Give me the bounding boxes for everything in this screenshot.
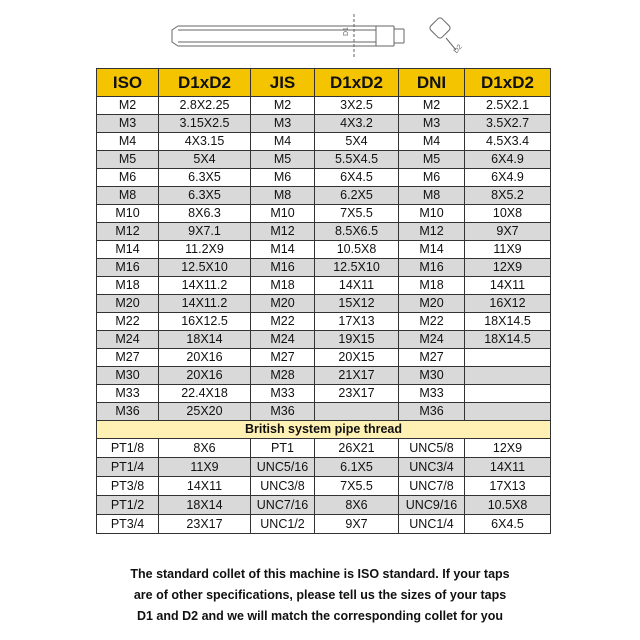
table-cell: M33 [97,385,159,403]
table-cell: 18X14.5 [465,331,551,349]
table-cell: M14 [399,241,465,259]
table-cell: M8 [97,187,159,205]
table-cell: 3X2.5 [315,97,399,115]
table-cell: M12 [399,223,465,241]
note-line: are of other specifications, please tell us the sizes of your taps [133,588,507,602]
table-row [97,367,551,385]
table-cell: UNC1/2 [251,515,315,534]
header-dni: DNI [399,69,465,97]
pipe-rows [97,439,551,534]
table-cell: M12 [97,223,159,241]
table-cell: M18 [251,277,315,295]
table-cell: M16 [399,259,465,277]
tap-diagram [0,0,640,62]
table-cell: PT3/8 [97,477,159,496]
table-cell: M30 [399,367,465,385]
table-cell: M6 [251,169,315,187]
table-row [97,133,551,151]
table-cell: 20X15 [315,349,399,367]
table-cell: M20 [97,295,159,313]
table-cell: 4X3.15 [159,133,251,151]
table-cell: 14X11.2 [159,277,251,295]
table-cell: M16 [97,259,159,277]
table-cell: M3 [399,115,465,133]
table-row [97,97,551,115]
table-cell: 14X11 [465,277,551,295]
table-cell: M3 [97,115,159,133]
table-cell: UNC3/4 [399,458,465,477]
table-cell: M27 [399,349,465,367]
table-cell: 8X6 [159,439,251,458]
table-cell: 12.5X10 [159,259,251,277]
tap-shank-drawing [172,14,404,58]
table-row [97,496,551,515]
table-row [97,439,551,458]
table-cell: 25X20 [159,403,251,421]
table-cell: 6.2X5 [315,187,399,205]
table-cell: M22 [399,313,465,331]
table-row [97,349,551,367]
table-row [97,151,551,169]
table-cell: 18X14 [159,496,251,515]
table-row [97,241,551,259]
table-row [97,385,551,403]
table-cell: 6X4.5 [465,515,551,534]
table-cell: 3.5X2.7 [465,115,551,133]
note-line: D1 and D2 and we will match the corresponding collet for you [136,609,504,623]
table-cell: 6X4.9 [465,169,551,187]
table-row [97,277,551,295]
table-cell: M30 [97,367,159,385]
table-cell [465,367,551,385]
table-cell: 20X16 [159,349,251,367]
table-cell: 6.3X5 [159,169,251,187]
table-cell: M18 [399,277,465,295]
table-cell: M14 [251,241,315,259]
table-cell: M24 [399,331,465,349]
table-cell: PT1/2 [97,496,159,515]
table-cell: M4 [251,133,315,151]
table-cell: 14X11.2 [159,295,251,313]
table-cell: UNC9/16 [399,496,465,515]
table-cell: M14 [97,241,159,259]
table-cell: 9X7.1 [159,223,251,241]
table-cell: M2 [399,97,465,115]
table-cell: 8X5.2 [465,187,551,205]
standard-note [0,564,640,627]
table-cell: M12 [251,223,315,241]
table-cell: 4.5X3.4 [465,133,551,151]
section-row [97,421,551,439]
table-cell: 19X15 [315,331,399,349]
table-cell: 7X5.5 [315,477,399,496]
table-row [97,313,551,331]
table-cell: M8 [399,187,465,205]
table-cell: PT1/4 [97,458,159,477]
table-cell: M10 [97,205,159,223]
table-cell: 16X12 [465,295,551,313]
table-cell: 16X12.5 [159,313,251,331]
table-cell: 20X16 [159,367,251,385]
table-cell: M2 [97,97,159,115]
table-cell: 11X9 [159,458,251,477]
table-cell [465,349,551,367]
table-row [97,223,551,241]
table-cell: 5X4 [315,133,399,151]
table-cell: 18X14.5 [465,313,551,331]
table-cell: M22 [97,313,159,331]
table-cell: 9X7 [315,515,399,534]
table-cell: M3 [251,115,315,133]
table-cell: M4 [97,133,159,151]
table-cell: 12X9 [465,259,551,277]
header-iso: ISO [97,69,159,97]
table-cell: M10 [251,205,315,223]
table-cell: 14X11 [159,477,251,496]
table-cell: M36 [251,403,315,421]
table-cell: 10X8 [465,205,551,223]
table-cell: M36 [399,403,465,421]
table-row [97,458,551,477]
header-dni-d1xd2: D1xD2 [465,69,551,97]
table-row [97,295,551,313]
table-cell: 5.5X4.5 [315,151,399,169]
table-cell: M28 [251,367,315,385]
table-cell [465,385,551,403]
table-cell [465,403,551,421]
table-cell: 8X6.3 [159,205,251,223]
header-jis-d1xd2: D1xD2 [315,69,399,97]
table-row [97,515,551,534]
table-cell [315,403,399,421]
table-row [97,205,551,223]
table-cell: 10.5X8 [465,496,551,515]
table-cell: PT3/4 [97,515,159,534]
table-cell: 7X5.5 [315,205,399,223]
table-cell: M2 [251,97,315,115]
header-jis: JIS [251,69,315,97]
table-row [97,187,551,205]
d2-label: D2 [452,43,464,55]
table-row [97,477,551,496]
table-cell: 18X14 [159,331,251,349]
table-cell: UNC7/16 [251,496,315,515]
table-cell: 10.5X8 [315,241,399,259]
table-cell: M6 [97,169,159,187]
table-cell: M5 [97,151,159,169]
table-cell: 12X9 [465,439,551,458]
table-row [97,403,551,421]
table-header-row [97,69,551,97]
table-cell: 26X21 [315,439,399,458]
table-cell: 12.5X10 [315,259,399,277]
section-title: British system pipe thread [97,421,551,439]
table-cell: M24 [97,331,159,349]
table-cell: 6X4.5 [315,169,399,187]
table-cell: M18 [97,277,159,295]
table-cell: PT1 [251,439,315,458]
note-line: The standard collet of this machine is ISO standard. If your taps [130,567,510,581]
table-cell: M6 [399,169,465,187]
table-cell: 2.8X2.25 [159,97,251,115]
table-cell: M36 [97,403,159,421]
table-cell: 17X13 [465,477,551,496]
table-cell: M10 [399,205,465,223]
table-cell: 5X4 [159,151,251,169]
table-cell: PT1/8 [97,439,159,458]
table-row [97,331,551,349]
table-cell: M24 [251,331,315,349]
table-cell: UNC5/16 [251,458,315,477]
table-cell: 4X3.2 [315,115,399,133]
table-cell: M4 [399,133,465,151]
table-cell: M20 [251,295,315,313]
table-cell: 2.5X2.1 [465,97,551,115]
square-end-drawing [429,17,456,50]
table-cell: 17X13 [315,313,399,331]
table-cell: 23X17 [159,515,251,534]
table-cell: UNC5/8 [399,439,465,458]
table-cell: 8.5X6.5 [315,223,399,241]
table-cell: 8X6 [315,496,399,515]
header-iso-d1xd2: D1xD2 [159,69,251,97]
table-cell: 14X11 [315,277,399,295]
table-cell: M33 [251,385,315,403]
table-row [97,115,551,133]
table-row [97,259,551,277]
table-cell: 21X17 [315,367,399,385]
table-cell: UNC7/8 [399,477,465,496]
table-cell: 15X12 [315,295,399,313]
table-cell: UNC3/8 [251,477,315,496]
table-cell: 11X9 [465,241,551,259]
table-cell: M27 [251,349,315,367]
table-cell: M20 [399,295,465,313]
table-cell: M22 [251,313,315,331]
table-cell: UNC1/4 [399,515,465,534]
table-cell: 6.1X5 [315,458,399,477]
collet-spec-table [96,68,551,534]
table-cell: 11.2X9 [159,241,251,259]
table-cell: 6.3X5 [159,187,251,205]
table-cell: M8 [251,187,315,205]
table-cell: 6X4.9 [465,151,551,169]
table-cell: M5 [399,151,465,169]
d1-label: D1 [343,27,350,36]
table-cell: 3.15X2.5 [159,115,251,133]
table-row [97,169,551,187]
metric-rows [97,97,551,421]
table-cell: M16 [251,259,315,277]
table-cell: 22.4X18 [159,385,251,403]
table-cell: M5 [251,151,315,169]
table-cell: M27 [97,349,159,367]
table-cell: 14X11 [465,458,551,477]
table-cell: 23X17 [315,385,399,403]
table-cell: M33 [399,385,465,403]
table-cell: 9X7 [465,223,551,241]
